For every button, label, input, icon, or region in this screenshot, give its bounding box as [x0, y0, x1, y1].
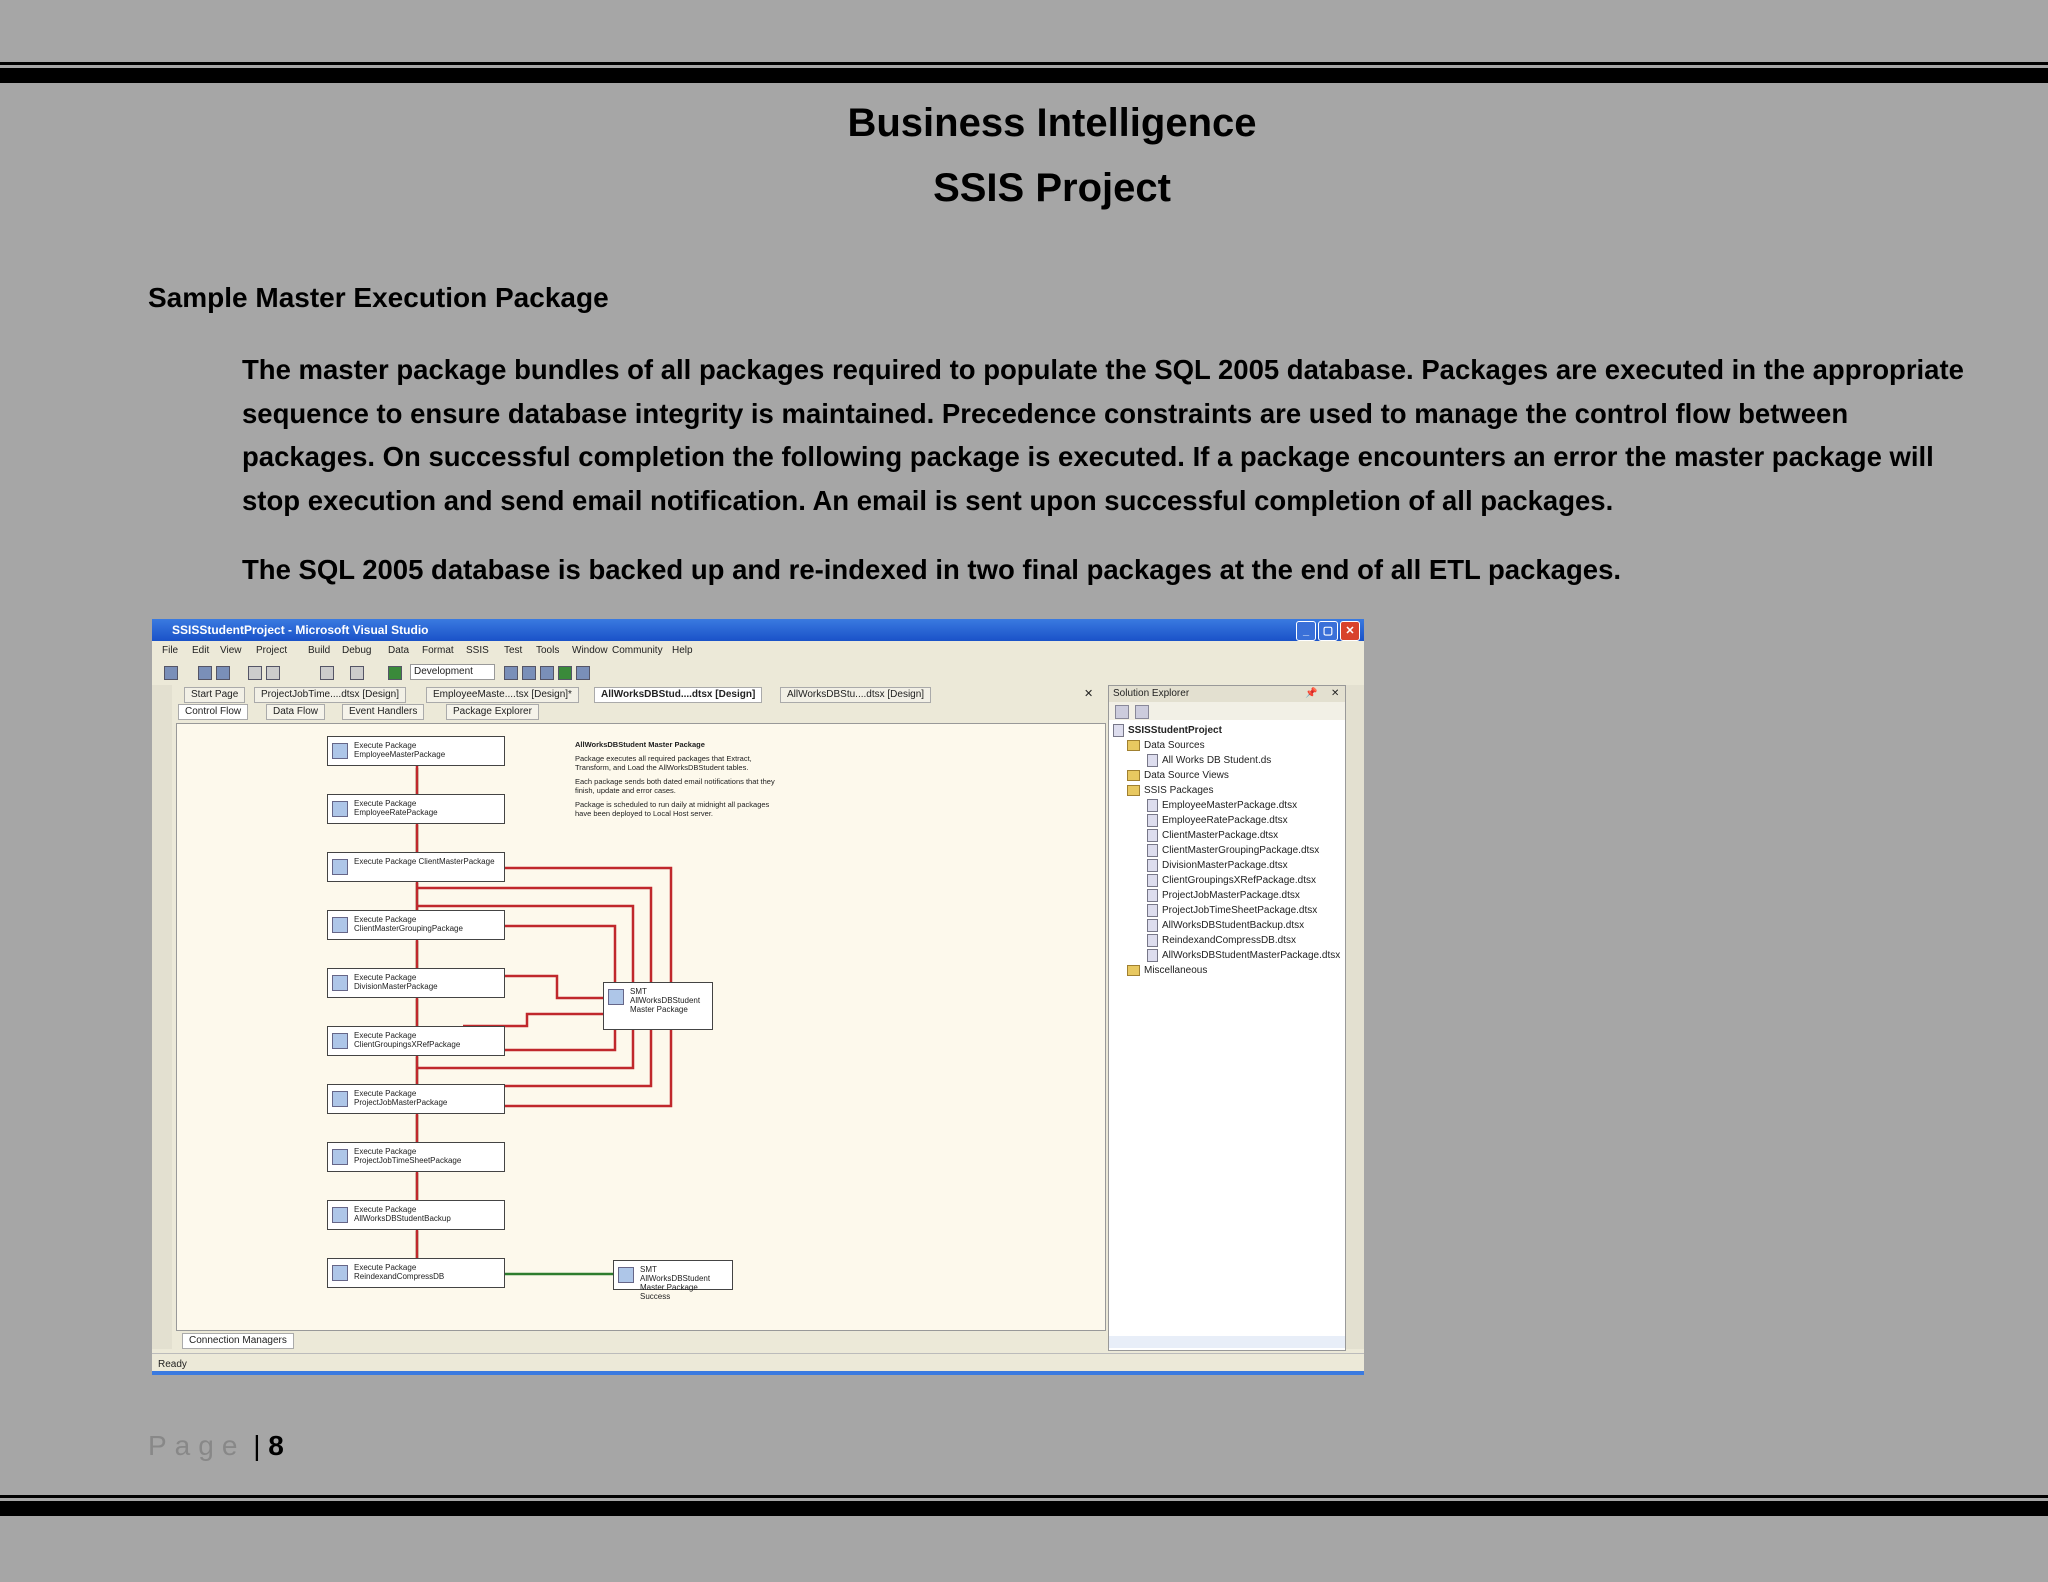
- top-rule-thin: [0, 62, 2048, 65]
- menu-item-edit[interactable]: Edit: [192, 645, 210, 656]
- status-accent: [152, 1371, 1364, 1375]
- folder-icon: [1127, 770, 1140, 781]
- execute-package-icon: [332, 1033, 348, 1049]
- execute-package-task[interactable]: [327, 1026, 505, 1056]
- annotation-note: [575, 740, 775, 823]
- window-title: SSISStudentProject - Microsoft Visual Studio: [172, 623, 429, 637]
- folder-icon: [1127, 965, 1140, 976]
- document-title-line1: Business Intelligence: [847, 101, 1257, 145]
- tab-allworks-other[interactable]: AllWorksDBStu....dtsx [Design]: [780, 687, 931, 703]
- tree-label: ReindexandCompressDB.dtsx: [1162, 935, 1296, 947]
- tab-start-page[interactable]: Start Page: [184, 687, 245, 703]
- save-all-icon[interactable]: [216, 666, 230, 680]
- solution-explorer-header: [1109, 686, 1345, 702]
- tree-label: ClientGroupingsXRefPackage.dtsx: [1162, 875, 1316, 887]
- file-icon: [1147, 919, 1158, 932]
- page-footer: [148, 1430, 284, 1462]
- start-debug-icon[interactable]: [388, 666, 402, 680]
- package-item[interactable]: [1147, 844, 1319, 858]
- file-icon: [1147, 814, 1158, 827]
- menu-item-data[interactable]: Data: [388, 645, 410, 656]
- task-label: Execute Package ClientMasterPackage: [354, 857, 495, 866]
- tab-event-handlers[interactable]: Event Handlers: [342, 704, 424, 720]
- configuration-dropdown[interactable]: Development: [410, 664, 495, 680]
- bottom-rule-thin: [0, 1495, 2048, 1498]
- task-label: Execute Package DivisionMasterPackage: [354, 973, 438, 991]
- package-item[interactable]: [1147, 889, 1300, 903]
- execute-package-icon: [332, 801, 348, 817]
- section-heading: Sample Master Execution Package: [148, 282, 609, 313]
- tree-label: ProjectJobMasterPackage.dtsx: [1162, 890, 1300, 902]
- execute-package-task[interactable]: [327, 852, 505, 882]
- designer-tabs: [174, 703, 1102, 721]
- toolbox-icon[interactable]: [540, 666, 554, 680]
- tree-label: SSIS Packages: [1144, 785, 1214, 796]
- menu-item-project[interactable]: Project: [256, 645, 288, 656]
- file-icon: [1147, 934, 1158, 947]
- task-label: Execute Package ClientMasterGroupingPackage: [354, 915, 463, 933]
- bottom-rule-thick: [0, 1501, 2048, 1516]
- package-item[interactable]: [1147, 919, 1304, 933]
- task-label: Execute Package ClientGroupingsXRefPackage: [354, 1031, 461, 1049]
- toolbar: [152, 661, 1364, 683]
- properties-icon[interactable]: [1135, 705, 1149, 719]
- menu-item-ssis[interactable]: SSIS: [466, 645, 489, 656]
- close-document-icon[interactable]: ✕: [1084, 688, 1094, 700]
- package-item[interactable]: [1147, 904, 1317, 918]
- window-titlebar: [152, 619, 1364, 641]
- window-icon[interactable]: [576, 666, 590, 680]
- package-item[interactable]: [1147, 949, 1340, 963]
- annotation-line: Each package sends both dated email notifications that they finish, update and error cases.: [575, 777, 775, 795]
- menu-item-help[interactable]: Help: [672, 645, 693, 656]
- undo-icon[interactable]: [320, 666, 334, 680]
- package-item[interactable]: [1147, 874, 1316, 888]
- package-item[interactable]: [1147, 814, 1288, 828]
- file-icon: [1147, 844, 1158, 857]
- pin-icon[interactable]: 📌: [1305, 688, 1318, 699]
- solution-explorer: [1108, 685, 1346, 1351]
- top-rule-thick: [0, 68, 2048, 83]
- success-email-task[interactable]: [613, 1260, 733, 1301]
- task-label: Execute Package ProjectJobMasterPackage: [354, 1089, 448, 1107]
- package-item[interactable]: [1147, 934, 1296, 948]
- menu-item-window[interactable]: Window: [572, 645, 608, 656]
- document-title-line2: SSIS Project: [933, 166, 1171, 210]
- solution-explorer-title: Solution Explorer: [1113, 688, 1190, 699]
- close-icon[interactable]: ✕: [1340, 621, 1360, 641]
- execute-package-icon: [332, 1149, 348, 1165]
- package-item[interactable]: [1147, 829, 1278, 843]
- horizontal-scrollbar[interactable]: [1109, 1336, 1345, 1348]
- status-text: Ready: [158, 1359, 187, 1370]
- tab-data-flow[interactable]: Data Flow: [266, 704, 325, 720]
- cut-icon[interactable]: [248, 666, 262, 680]
- tree-label: DivisionMasterPackage.dtsx: [1162, 860, 1288, 872]
- folder-data-sources[interactable]: [1127, 739, 1205, 753]
- file-icon: [1147, 859, 1158, 872]
- tree-label: ClientMasterPackage.dtsx: [1162, 830, 1279, 842]
- tree-label: EmployeeRatePackage.dtsx: [1162, 815, 1288, 827]
- tree-label: AllWorksDBStudentMasterPackage.dtsx: [1162, 950, 1341, 962]
- new-project-icon[interactable]: [164, 666, 178, 680]
- package-item[interactable]: [1147, 859, 1288, 873]
- object-browser-icon[interactable]: [558, 666, 572, 680]
- tree-label: Data Source Views: [1144, 770, 1229, 781]
- tree-label: ClientMasterGroupingPackage.dtsx: [1162, 845, 1320, 857]
- file-icon: [1147, 889, 1158, 902]
- save-icon[interactable]: [198, 666, 212, 680]
- annotation-line: Package executes all required packages that Extract, Transform, and Load the AllWorksDBStudent tables.: [575, 754, 752, 772]
- document-tabs: [174, 685, 1102, 703]
- menu-item-debug[interactable]: Debug: [342, 645, 372, 656]
- toolbox-side-tab[interactable]: [152, 685, 172, 1349]
- tree-label: ProjectJobTimeSheetPackage.dtsx: [1162, 905, 1318, 917]
- control-flow-canvas[interactable]: [176, 723, 1106, 1331]
- page-separator: |: [253, 1430, 261, 1461]
- tree-label: EmployeeMasterPackage.dtsx: [1162, 800, 1298, 812]
- folder-icon: [1127, 740, 1140, 751]
- page-number: 8: [268, 1430, 284, 1461]
- task-label: Execute Package EmployeeRatePackage: [354, 799, 438, 817]
- tree-label: Miscellaneous: [1144, 965, 1208, 976]
- task-label: Execute Package AllWorksDBStudentBackup: [354, 1205, 451, 1223]
- send-mail-icon: [618, 1267, 634, 1283]
- folder-icon: [1127, 785, 1140, 796]
- folder-data-source-views[interactable]: [1127, 769, 1229, 783]
- file-icon: [1147, 949, 1158, 962]
- paragraph-1: The master package bundles of all packages required to populate the SQL 2005 database. Packages are executed in the appropriate sequence to ensure database integrity is maintained. Precedence constraints are used to manage the control flow between packages. On successful completion the following package is executed. If a package encounters an error the master package will stop execution and send email notification. An email is sent upon successful completion of all packages.: [242, 354, 1964, 516]
- menu-item-test[interactable]: Test: [504, 645, 523, 656]
- success-links: [417, 768, 613, 1274]
- execute-package-task[interactable]: [327, 794, 505, 824]
- menu-item-build[interactable]: Build: [308, 645, 331, 656]
- properties-icon[interactable]: [522, 666, 536, 680]
- execute-package-task[interactable]: [327, 1084, 505, 1114]
- file-icon: [1147, 754, 1158, 767]
- file-icon: [1147, 904, 1158, 917]
- show-all-files-icon[interactable]: [1115, 705, 1129, 719]
- failure-link: [463, 1014, 603, 1026]
- execute-package-icon: [332, 1207, 348, 1223]
- send-mail-icon: [608, 989, 624, 1005]
- tree-label: SSISStudentProject: [1128, 725, 1222, 737]
- properties-side-tab[interactable]: [1346, 685, 1364, 1349]
- tab-project-job-time[interactable]: ProjectJobTime....dtsx [Design]: [254, 687, 406, 703]
- folder-ssis-packages[interactable]: [1127, 784, 1213, 798]
- tab-control-flow[interactable]: Control Flow: [178, 704, 248, 720]
- menu-bar: [152, 641, 1364, 661]
- execute-package-icon: [332, 975, 348, 991]
- solution-explorer-icon[interactable]: [504, 666, 518, 680]
- file-icon: [1147, 874, 1158, 887]
- annotation-line: Package is scheduled to run daily at midnight all packages have been deployed to Local Host server.: [575, 800, 770, 818]
- execute-package-icon: [332, 859, 348, 875]
- redo-icon[interactable]: [350, 666, 364, 680]
- menu-item-community[interactable]: Community: [612, 645, 663, 656]
- page-label: Page: [148, 1430, 246, 1461]
- execute-package-icon: [332, 743, 348, 759]
- execute-package-task[interactable]: [327, 1142, 505, 1172]
- solution-root[interactable]: [1113, 724, 1222, 738]
- execute-package-icon: [332, 1265, 348, 1281]
- tree-label: AllWorksDBStudentBackup.dtsx: [1162, 920, 1305, 932]
- task-label: Execute Package EmployeeMasterPackage: [354, 741, 446, 759]
- file-icon: [1147, 799, 1158, 812]
- visual-studio-screenshot: [152, 619, 1364, 1375]
- maximize-icon[interactable]: ▢: [1318, 621, 1338, 641]
- tab-employee-master[interactable]: EmployeeMaste....tsx [Design]*: [426, 687, 579, 703]
- tab-allworks-master-active[interactable]: AllWorksDBStud....dtsx [Design]: [594, 687, 762, 703]
- menu-item-format[interactable]: Format: [422, 645, 454, 656]
- tab-package-explorer[interactable]: Package Explorer: [446, 704, 539, 720]
- minimize-icon[interactable]: _: [1296, 621, 1316, 641]
- task-label: SMT AllWorksDBStudent Master Package Success: [640, 1265, 711, 1301]
- package-item[interactable]: [1147, 799, 1297, 813]
- file-icon: [1147, 829, 1158, 842]
- execute-package-task[interactable]: [327, 736, 505, 766]
- execute-package-task[interactable]: [327, 910, 505, 940]
- file-icon: [1113, 724, 1124, 737]
- data-source-item[interactable]: [1147, 754, 1271, 768]
- failure-email-task[interactable]: [603, 982, 713, 1030]
- task-label: SMT AllWorksDBStudent Master Package: [630, 987, 701, 1014]
- solution-explorer-toolbar: [1109, 702, 1345, 720]
- menu-item-tools[interactable]: Tools: [536, 645, 560, 656]
- execute-package-task[interactable]: [327, 1200, 505, 1230]
- close-panel-icon[interactable]: ✕: [1331, 688, 1340, 699]
- tree-label: All Works DB Student.ds: [1162, 755, 1272, 767]
- execute-package-task[interactable]: [327, 1258, 505, 1288]
- menu-item-file[interactable]: File: [162, 645, 179, 656]
- annotation-title: AllWorksDBStudent Master Package: [575, 740, 705, 749]
- execute-package-icon: [332, 1091, 348, 1107]
- connection-managers-tray: [176, 1331, 1104, 1351]
- paragraph-2: The SQL 2005 database is backed up and re-indexed in two final packages at the end of all ETL packages.: [242, 554, 1622, 585]
- menu-item-view[interactable]: View: [220, 645, 242, 656]
- task-label: Execute Package ProjectJobTimeSheetPackage: [354, 1147, 462, 1165]
- folder-miscellaneous[interactable]: [1127, 964, 1207, 978]
- tree-label: Data Sources: [1144, 740, 1205, 751]
- task-label: Execute Package ReindexandCompressDB: [354, 1263, 445, 1281]
- copy-icon[interactable]: [266, 666, 280, 680]
- connection-managers-tab[interactable]: Connection Managers: [182, 1333, 294, 1349]
- execute-package-icon: [332, 917, 348, 933]
- execute-package-task[interactable]: [327, 968, 505, 998]
